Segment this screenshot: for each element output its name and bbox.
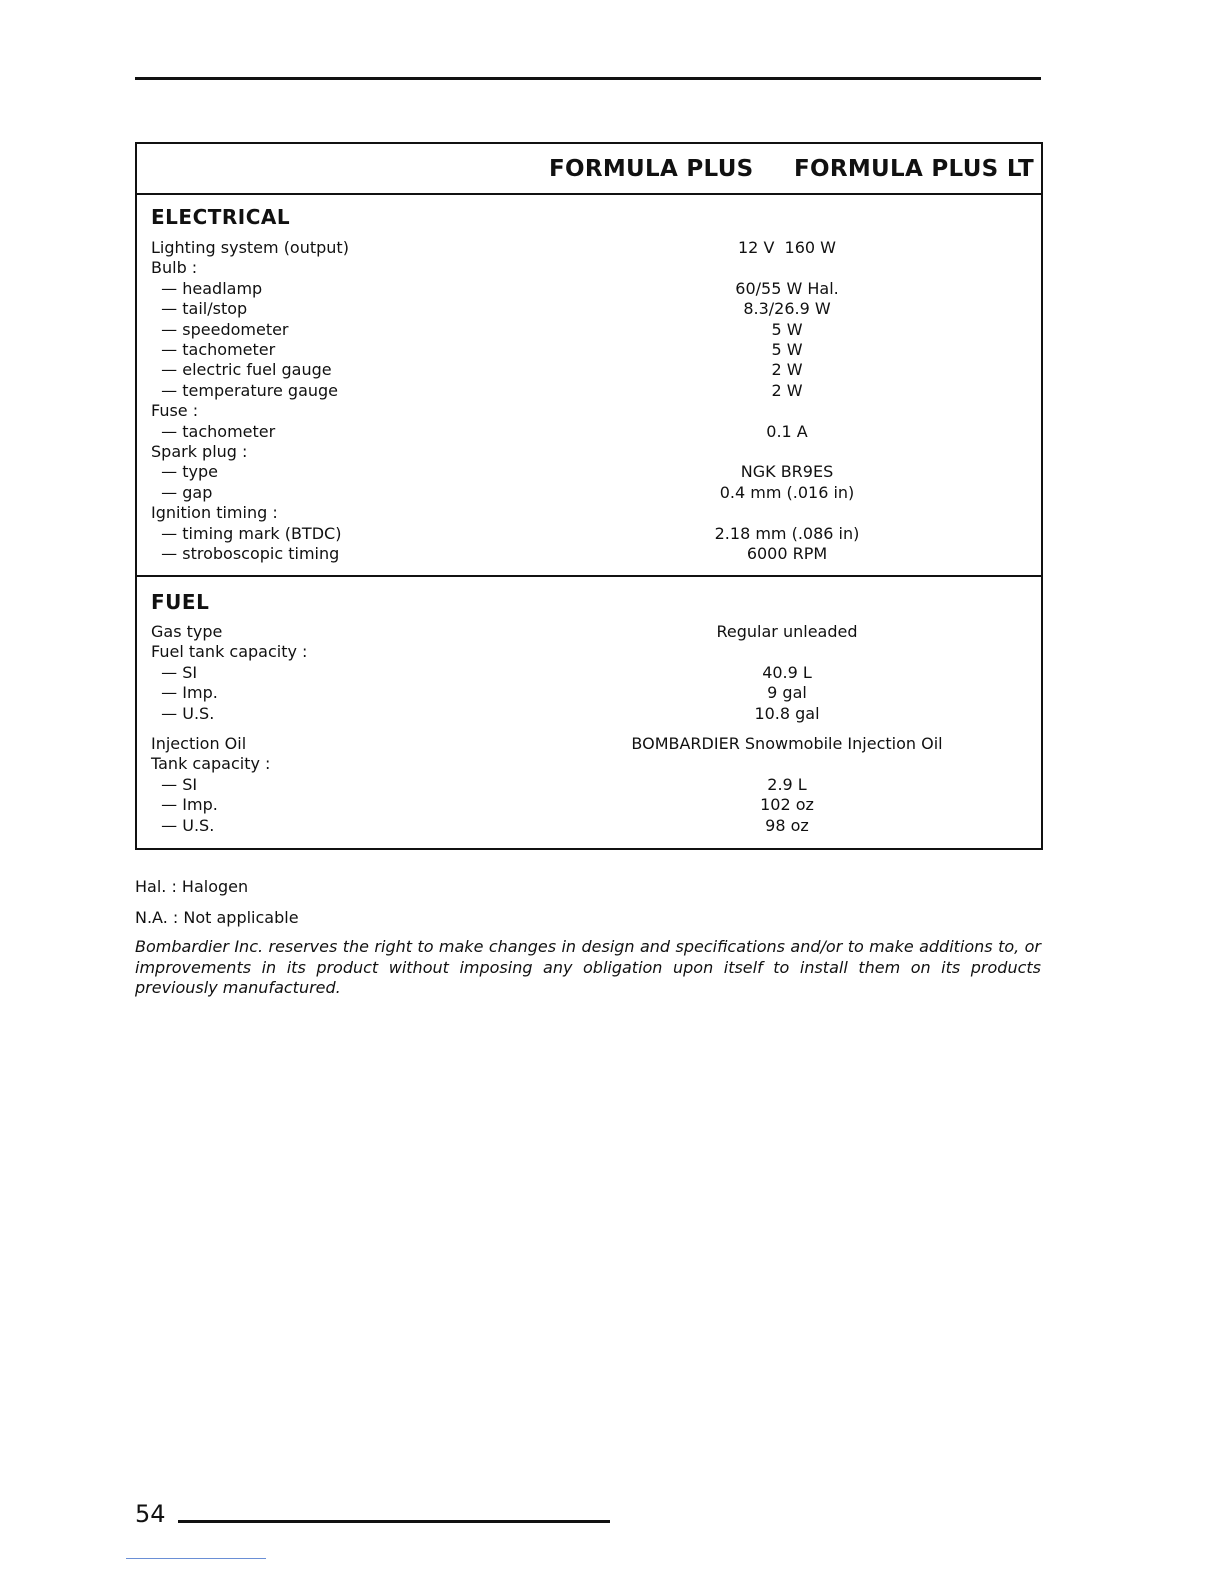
column-header-formula-plus-lt: FORMULA PLUS LT [794,156,1034,182]
table-row [137,775,1041,795]
spec-value: 2.18 mm (.086 in) [714,523,860,543]
table-row [137,340,1041,360]
spec-label: Bulb : [151,258,198,278]
spec-value: BOMBARDIER Snowmobile Injection Oil [631,734,943,753]
spec-label: — tachometer [151,340,276,359]
bottom-rule [178,1520,610,1523]
spec-label: — tachometer [151,421,276,441]
spec-label: — U.S. [151,703,215,723]
spec-value: 8.3/26.9 W [743,299,831,319]
table-row [137,622,1041,642]
spec-value: 40.9 L [762,662,812,682]
spec-label: — SI [151,662,198,682]
table-row [137,381,1041,401]
table-row [137,299,1041,319]
spec-label: Fuel tank capacity : [151,642,308,662]
spec-label: — gap [151,482,213,502]
section-title-electrical: ELECTRICAL [151,205,291,229]
spec-label: — type [151,462,218,482]
table-row [137,816,1041,836]
table-row [137,734,1041,754]
spec-label: — timing mark (BTDC) [151,523,342,543]
spec-label: — U.S. [151,815,215,835]
spec-label: Ignition timing : [151,503,278,523]
spec-label: — headlamp [151,278,263,298]
spec-label: — SI [151,774,198,794]
spec-table [135,142,1043,850]
spec-label: — speedometer [151,319,289,339]
table-row [137,642,1041,662]
spec-value: 5 W [771,340,803,359]
table-row [137,663,1041,683]
spec-value: 12 V 160 W [737,238,837,257]
scan-artifact-line [126,1558,266,1559]
table-row [137,683,1041,703]
table-row [137,238,1041,258]
table-row [137,544,1041,564]
spec-label: — electric fuel gauge [151,360,332,380]
table-row [137,422,1041,442]
table-row [137,279,1041,299]
column-header-formula-plus: FORMULA PLUS [549,156,754,182]
spec-label: — Imp. [151,683,218,703]
spec-label: Injection Oil [151,734,247,753]
table-row [137,401,1041,421]
table-header [137,144,1041,195]
table-row [137,754,1041,774]
spec-value: 0.4 mm (.016 in) [719,482,855,502]
spec-value: 98 oz [765,815,809,835]
table-row [137,704,1041,724]
top-rule [135,77,1041,80]
section-divider [137,575,1041,577]
table-row [137,442,1041,462]
disclaimer-text: Bombardier Inc. reserves the right to make changes in design and specifications and/or to make additions to, or improvements in its product without imposing any obligation upon itself to install them on its products previously manufactured. [135,937,1041,997]
spec-value: 2 W [771,360,803,380]
note-not-applicable: N.A. : Not applicable [135,908,299,927]
spec-value: 10.8 gal [754,703,820,723]
note-halogen: Hal. : Halogen [135,877,249,896]
table-row [137,320,1041,340]
table-row [137,360,1041,380]
spec-label: — stroboscopic timing [151,544,340,563]
spec-value: 2.9 L [767,774,807,794]
spec-value: NGK BR9ES [740,462,834,482]
table-row [137,462,1041,482]
spec-value: 6000 RPM [746,544,828,563]
spec-label: — Imp. [151,795,218,815]
spec-label: Fuse : [151,401,199,421]
spec-label: Tank capacity : [151,754,271,774]
section-title-fuel: FUEL [151,590,210,614]
page-number: 54 [135,1500,166,1528]
spec-label: Lighting system (output) [151,238,349,257]
table-row [137,258,1041,278]
spec-label: Gas type [151,622,223,641]
table-row [137,483,1041,503]
table-row [137,524,1041,544]
spec-label: Spark plug : [151,442,248,461]
spec-label: — tail/stop [151,299,248,319]
table-row [137,795,1041,815]
spec-value: 60/55 W Hal. [735,278,839,298]
spec-value: 9 gal [767,683,807,703]
spec-value: Regular unleaded [716,622,858,641]
spec-value: 0.1 A [766,421,808,441]
spec-value: 2 W [771,380,803,400]
spec-label: — temperature gauge [151,380,339,400]
table-row [137,503,1041,523]
spec-value: 102 oz [760,795,814,815]
spec-value: 5 W [771,319,803,339]
